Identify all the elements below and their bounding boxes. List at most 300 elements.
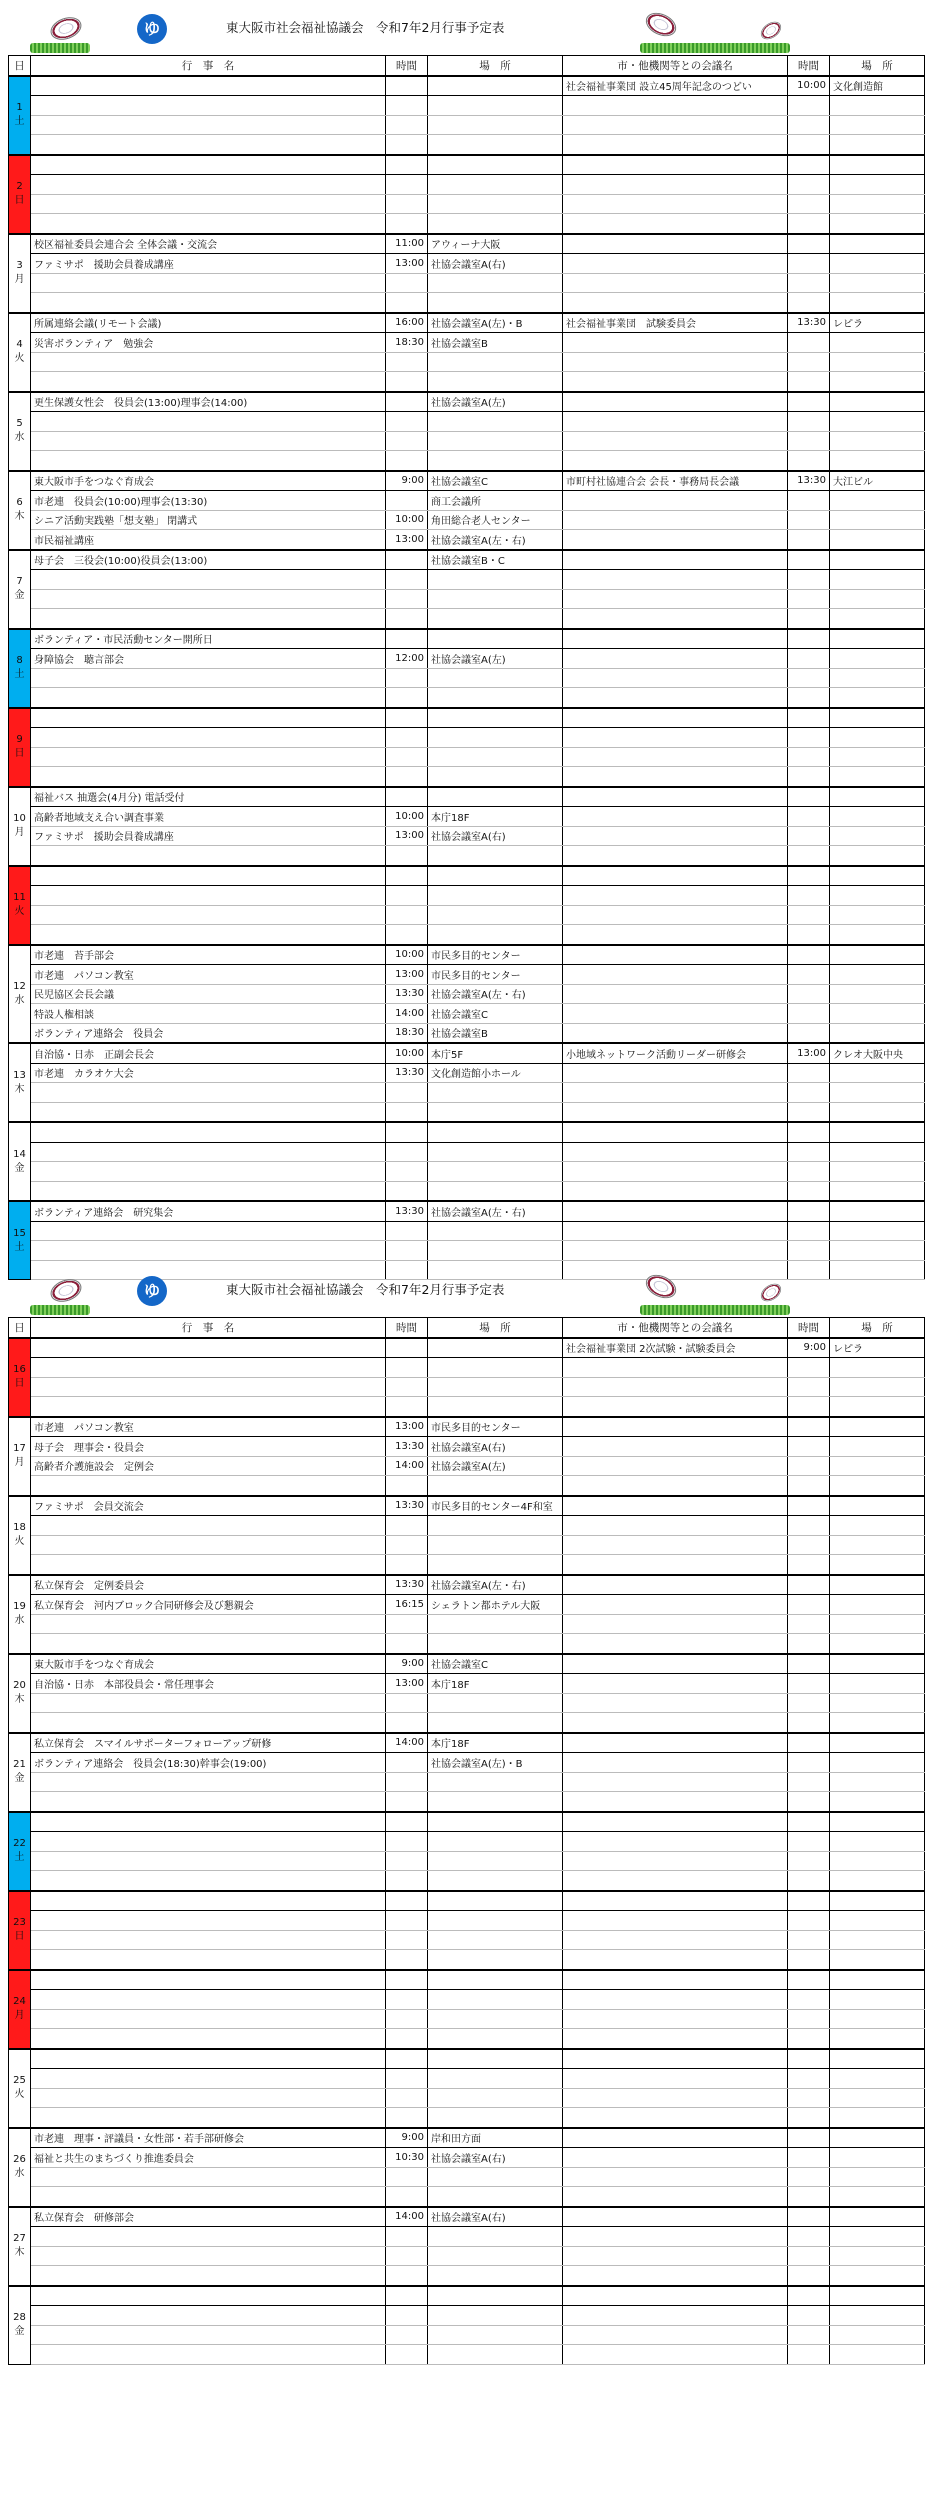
event-name (31, 668, 386, 688)
event-name (31, 1891, 386, 1911)
external-time (788, 1595, 830, 1615)
event-place (428, 886, 563, 906)
external-time (788, 1693, 830, 1713)
weekday: 水 (14, 2168, 25, 2179)
event-place (428, 2306, 563, 2326)
table-row (9, 1023, 925, 1043)
event-time: 10:00 (386, 510, 428, 530)
external-meeting (563, 1911, 788, 1931)
event-time (386, 787, 428, 807)
external-meeting (563, 194, 788, 214)
external-meeting (563, 1241, 788, 1261)
external-place (830, 2167, 925, 2187)
event-name (31, 609, 386, 629)
external-place (830, 412, 925, 432)
external-meeting (563, 1496, 788, 1516)
table-row (9, 767, 925, 787)
event-time (386, 1891, 428, 1911)
external-time (788, 2286, 830, 2306)
event-time (386, 1614, 428, 1634)
day-cell (9, 1043, 31, 1122)
event-place (428, 273, 563, 293)
column-header-event: 行 事 名 (31, 56, 386, 76)
event-time: 16:15 (386, 1595, 428, 1615)
weekday: 日 (14, 195, 25, 206)
external-meeting (563, 1023, 788, 1043)
external-time (788, 1377, 830, 1397)
event-name (31, 1102, 386, 1122)
table-row (9, 1693, 925, 1713)
table-row (9, 392, 925, 412)
external-place (830, 1063, 925, 1083)
external-place (830, 826, 925, 846)
event-place (428, 1970, 563, 1990)
event-place: 社協会議室A(左)・B (428, 1753, 563, 1773)
external-place (830, 1142, 925, 1162)
event-place (428, 708, 563, 728)
event-time (386, 2286, 428, 2306)
external-meeting (563, 1950, 788, 1970)
external-meeting (563, 1595, 788, 1615)
external-time (788, 491, 830, 511)
event-place: 岸和田方面 (428, 2128, 563, 2148)
external-place (830, 1990, 925, 2010)
external-time (788, 96, 830, 116)
external-place (830, 2108, 925, 2128)
event-place: 社協会議室A(右) (428, 254, 563, 274)
event-place: 市民多目的センター (428, 965, 563, 985)
event-place: 商工会議所 (428, 491, 563, 511)
event-name: シニア活動実践塾「想支塾」 閉講式 (31, 510, 386, 530)
table-row (9, 1181, 925, 1201)
external-time (788, 115, 830, 135)
weekday: 土 (14, 669, 25, 680)
event-place (428, 589, 563, 609)
column-header-ext-event: 市・他機関等との会議名 (563, 1318, 788, 1338)
event-place (428, 96, 563, 116)
external-place (830, 352, 925, 372)
table-row (9, 491, 925, 511)
weekday: 火 (14, 906, 25, 917)
table-row (9, 1555, 925, 1575)
table-row (9, 96, 925, 116)
external-meeting (563, 2246, 788, 2266)
event-place (428, 1634, 563, 1654)
header-row (9, 1318, 925, 1338)
event-place (428, 1102, 563, 1122)
event-place (428, 1397, 563, 1417)
event-name: 母子会 三役会(10:00)役員会(13:00) (31, 550, 386, 570)
event-place: 社協会議室B (428, 333, 563, 353)
day-number: 28 (13, 2312, 26, 2323)
event-name (31, 1476, 386, 1496)
table-row (9, 609, 925, 629)
weekday: 火 (14, 2089, 25, 2100)
external-meeting (563, 1891, 788, 1911)
day-number: 3 (16, 260, 23, 271)
external-place (830, 1654, 925, 1674)
weekday: 金 (14, 590, 25, 601)
external-place (830, 1970, 925, 1990)
header-row (9, 56, 925, 76)
table-row (9, 2345, 925, 2365)
table-row (9, 1733, 925, 1753)
event-time (386, 550, 428, 570)
external-meeting (563, 115, 788, 135)
table-row (9, 2069, 925, 2089)
external-place (830, 1241, 925, 1261)
event-time (386, 1753, 428, 1773)
day-number: 19 (13, 1601, 26, 1612)
external-meeting (563, 1575, 788, 1595)
external-place (830, 2306, 925, 2326)
external-place (830, 2069, 925, 2089)
event-place (428, 2069, 563, 2089)
event-time (386, 2187, 428, 2207)
external-meeting (563, 1516, 788, 1536)
event-time (386, 2345, 428, 2365)
event-name (31, 1930, 386, 1950)
event-name (31, 214, 386, 234)
external-meeting (563, 1693, 788, 1713)
event-name: 身障協会 聴言部会 (31, 649, 386, 669)
external-place (830, 214, 925, 234)
external-meeting (563, 1004, 788, 1024)
event-place: 社協会議室A(左) (428, 1456, 563, 1476)
event-name (31, 1358, 386, 1378)
event-time (386, 1871, 428, 1891)
external-place (830, 451, 925, 471)
event-name: ボランティア連絡会 役員会 (31, 1023, 386, 1043)
table-row (9, 945, 925, 965)
event-name: 市老連 苔手部会 (31, 945, 386, 965)
external-time (788, 1930, 830, 1950)
external-place (830, 807, 925, 827)
table-row (9, 1201, 925, 1221)
day-number: 27 (13, 2233, 26, 2244)
event-place: アウィーナ大阪 (428, 234, 563, 254)
column-header-place: 場 所 (428, 56, 563, 76)
external-place (830, 1162, 925, 1182)
event-time: 16:00 (386, 313, 428, 333)
external-time: 13:30 (788, 471, 830, 491)
external-place (830, 2246, 925, 2266)
page-header (0, 1262, 800, 1317)
external-meeting (563, 1201, 788, 1221)
event-time (386, 135, 428, 155)
external-time (788, 1142, 830, 1162)
event-place: 本庁5F (428, 1043, 563, 1063)
event-name (31, 2049, 386, 2069)
grass-decoration (30, 43, 90, 53)
event-name: 市老連 パソコン教室 (31, 1417, 386, 1437)
external-place (830, 115, 925, 135)
table-row (9, 2246, 925, 2266)
external-meeting (563, 747, 788, 767)
table-row (9, 668, 925, 688)
event-time (386, 1377, 428, 1397)
external-meeting (563, 728, 788, 748)
page-title: 東大阪市社会福祉協議会 令和7年2月行事予定表 (226, 1282, 505, 1297)
external-place (830, 866, 925, 886)
external-place (830, 194, 925, 214)
event-name: 更生保護女性会 役員会(13:00)理事会(14:00) (31, 392, 386, 412)
event-time (386, 1851, 428, 1871)
external-meeting (563, 352, 788, 372)
event-place (428, 1851, 563, 1871)
external-time (788, 668, 830, 688)
external-time (788, 1911, 830, 1931)
event-place: シェラトン都ホテル大阪 (428, 1595, 563, 1615)
event-time: 13:30 (386, 984, 428, 1004)
event-time (386, 2088, 428, 2108)
event-place: 市民多目的センター4F和室 (428, 1496, 563, 1516)
external-time (788, 787, 830, 807)
event-name: 校区福祉委員会連合会 全体会議・交流会 (31, 234, 386, 254)
day-number: 20 (13, 1680, 26, 1691)
external-meeting (563, 984, 788, 1004)
event-name (31, 115, 386, 135)
day-cell (9, 708, 31, 787)
event-time (386, 629, 428, 649)
weekday: 日 (14, 748, 25, 759)
external-place (830, 609, 925, 629)
day-cell (9, 76, 31, 155)
external-place (830, 96, 925, 116)
table-row (9, 1358, 925, 1378)
event-place (428, 194, 563, 214)
external-place (830, 135, 925, 155)
day-number: 18 (13, 1522, 26, 1533)
table-row (9, 155, 925, 175)
event-name (31, 2069, 386, 2089)
external-time (788, 1102, 830, 1122)
event-name: ファミサポ 援助会員養成講座 (31, 826, 386, 846)
external-meeting (563, 846, 788, 866)
event-name: ボランティア連絡会 役員会(18:30)幹事会(19:00) (31, 1753, 386, 1773)
external-meeting (563, 1713, 788, 1733)
external-place (830, 1792, 925, 1812)
event-name (31, 728, 386, 748)
external-meeting (563, 2029, 788, 2049)
external-time (788, 2167, 830, 2187)
event-name (31, 1241, 386, 1261)
event-place (428, 1122, 563, 1142)
event-name (31, 2345, 386, 2365)
external-place (830, 708, 925, 728)
external-place (830, 2088, 925, 2108)
external-place (830, 1911, 925, 1931)
day-cell (9, 945, 31, 1044)
external-place (830, 728, 925, 748)
event-place: 社協会議室A(左・右) (428, 1575, 563, 1595)
table-row (9, 649, 925, 669)
logo-icon: ゆ (137, 14, 167, 44)
event-place (428, 1338, 563, 1358)
day-cell (9, 392, 31, 471)
table-row (9, 1142, 925, 1162)
event-name: 特設人権相談 (31, 1004, 386, 1024)
event-name (31, 2009, 386, 2029)
event-time (386, 1516, 428, 1536)
event-name (31, 886, 386, 906)
event-time (386, 2266, 428, 2286)
external-time (788, 945, 830, 965)
external-meeting (563, 905, 788, 925)
event-name (31, 747, 386, 767)
external-time (788, 866, 830, 886)
external-place (830, 1634, 925, 1654)
external-meeting (563, 372, 788, 392)
column-header-event: 行 事 名 (31, 1318, 386, 1338)
event-time (386, 214, 428, 234)
table-row (9, 214, 925, 234)
external-time (788, 155, 830, 175)
external-meeting (563, 1181, 788, 1201)
event-time (386, 866, 428, 886)
event-time (386, 1241, 428, 1261)
day-number: 1 (16, 102, 23, 113)
table-row (9, 1516, 925, 1536)
day-cell (9, 629, 31, 708)
external-place (830, 1083, 925, 1103)
event-name: 市老連 パソコン教室 (31, 965, 386, 985)
external-meeting (563, 2306, 788, 2326)
event-place (428, 1358, 563, 1378)
event-place: 社協会議室A(右) (428, 2148, 563, 2168)
external-time (788, 392, 830, 412)
table-row (9, 1083, 925, 1103)
table-row (9, 1476, 925, 1496)
external-meeting (563, 2227, 788, 2247)
table-row (9, 530, 925, 550)
event-name (31, 1772, 386, 1792)
external-time (788, 1871, 830, 1891)
external-time (788, 214, 830, 234)
event-place (428, 1377, 563, 1397)
table-row (9, 1753, 925, 1773)
weekday: 月 (14, 2010, 25, 2021)
event-place: 本庁18F (428, 1733, 563, 1753)
external-place (830, 787, 925, 807)
event-time (386, 1950, 428, 1970)
event-name: 東大阪市手をつなぐ育成会 (31, 1654, 386, 1674)
external-meeting (563, 1397, 788, 1417)
event-name (31, 1122, 386, 1142)
external-meeting (563, 1772, 788, 1792)
event-time (386, 668, 428, 688)
event-time (386, 1990, 428, 2010)
external-time (788, 1516, 830, 1536)
schedule-page (0, 0, 903, 1253)
external-meeting (563, 175, 788, 195)
event-place (428, 905, 563, 925)
external-time (788, 1397, 830, 1417)
external-time (788, 2009, 830, 2029)
event-name (31, 2187, 386, 2207)
external-time (788, 293, 830, 313)
rugby-ball-icon (642, 1270, 680, 1303)
day-cell (9, 1733, 31, 1812)
external-place (830, 886, 925, 906)
external-time (788, 688, 830, 708)
table-row (9, 293, 925, 313)
event-time: 13:30 (386, 1201, 428, 1221)
event-name: 市老連 役員会(10:00)理事会(13:30) (31, 491, 386, 511)
table-row (9, 589, 925, 609)
external-time (788, 451, 830, 471)
table-row (9, 965, 925, 985)
table-row (9, 826, 925, 846)
external-time (788, 1990, 830, 2010)
external-meeting (563, 1614, 788, 1634)
table-row (9, 1713, 925, 1733)
table-row (9, 866, 925, 886)
table-row (9, 2148, 925, 2168)
weekday: 火 (14, 353, 25, 364)
table-row (9, 76, 925, 96)
table-row (9, 2088, 925, 2108)
external-time (788, 1555, 830, 1575)
table-row (9, 194, 925, 214)
external-time (788, 234, 830, 254)
weekday: 金 (14, 1773, 25, 1784)
event-name (31, 589, 386, 609)
external-meeting (563, 589, 788, 609)
external-time (788, 1535, 830, 1555)
event-name (31, 1792, 386, 1812)
event-place (428, 1516, 563, 1536)
external-meeting (563, 1535, 788, 1555)
event-time (386, 293, 428, 313)
external-time (788, 1674, 830, 1694)
external-place (830, 1417, 925, 1437)
external-time (788, 1437, 830, 1457)
event-time (386, 372, 428, 392)
external-meeting (563, 1634, 788, 1654)
external-meeting (563, 2128, 788, 2148)
table-row (9, 1456, 925, 1476)
event-place: 社協会議室C (428, 1654, 563, 1674)
external-time (788, 1004, 830, 1024)
external-time (788, 2246, 830, 2266)
event-name (31, 925, 386, 945)
event-name (31, 372, 386, 392)
event-time: 14:00 (386, 1004, 428, 1024)
event-name (31, 1812, 386, 1832)
event-time (386, 589, 428, 609)
table-row (9, 905, 925, 925)
external-time (788, 1181, 830, 1201)
column-header-ext-event: 市・他機関等との会議名 (563, 56, 788, 76)
weekday: 水 (14, 994, 25, 1006)
event-place (428, 451, 563, 471)
external-time (788, 1221, 830, 1241)
event-time (386, 1792, 428, 1812)
event-place (428, 1142, 563, 1162)
external-meeting (563, 787, 788, 807)
event-name (31, 1970, 386, 1990)
table-row (9, 352, 925, 372)
weekday: 月 (14, 1457, 25, 1468)
external-meeting (563, 2187, 788, 2207)
event-name (31, 155, 386, 175)
table-row (9, 1338, 925, 1358)
event-place (428, 2029, 563, 2049)
column-header-ext-place: 場 所 (830, 56, 925, 76)
external-meeting (563, 925, 788, 945)
event-name: ボランティア・市民活動センター開所日 (31, 629, 386, 649)
